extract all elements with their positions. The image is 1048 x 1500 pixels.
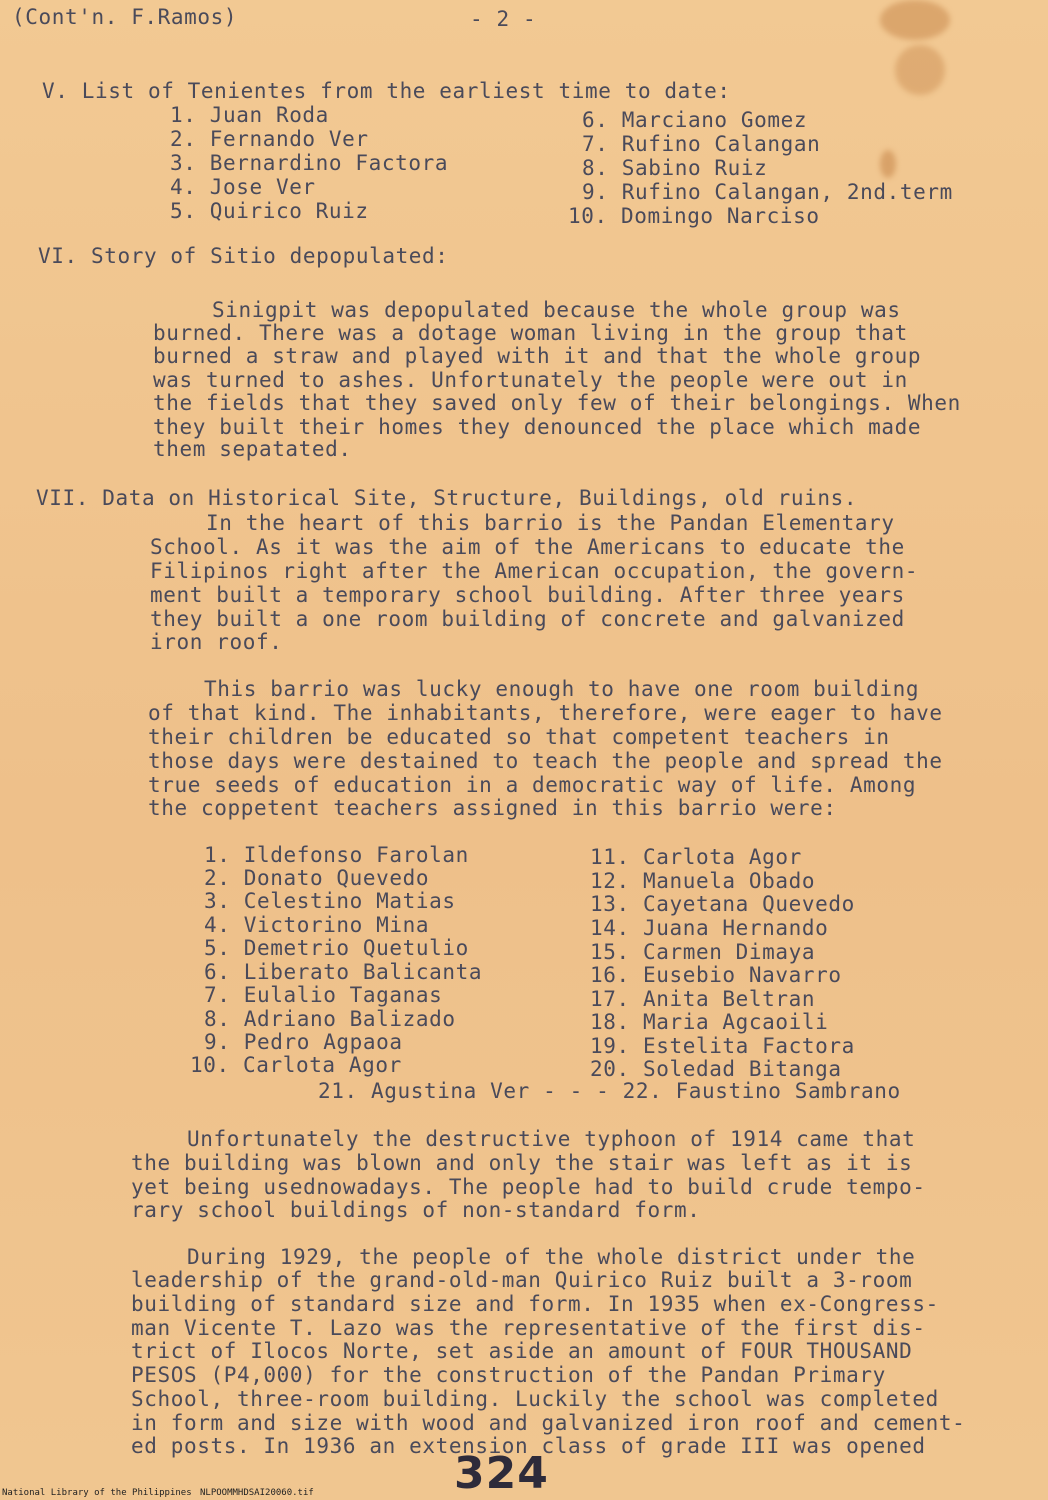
teniente-item: 6. Marciano Gomez <box>582 108 808 132</box>
paper-stain <box>880 0 950 40</box>
teacher-item: 12. Manuela Obado <box>590 869 816 893</box>
story-line: burned. There was a dotage woman living in the group that <box>153 321 908 345</box>
page-stamp-number: 324 <box>454 1448 549 1499</box>
paragraph-line: their children be educated so that competent teachers in <box>148 725 890 749</box>
paragraph-line: This barrio was lucky enough to have one room building <box>204 677 920 701</box>
teacher-item: 6. Liberato Balicanta <box>204 960 483 984</box>
paragraph-line: true seeds of education in a democratic way of life. Among <box>148 773 917 797</box>
teniente-item: 2. Fernando Ver <box>170 127 369 151</box>
paragraph-line: Unfortunately the destructive typhoon of 1914 came that <box>187 1127 916 1151</box>
paragraph-line: Filipinos right after the American occupation, the govern- <box>150 559 919 583</box>
paragraph-line: the coppetent teachers assigned in this barrio were: <box>148 796 837 820</box>
paragraph-line: of that kind. The inhabitants, therefore, were eager to have <box>148 701 943 725</box>
paper-stain <box>895 45 945 95</box>
paragraph-line: the building was blown and only the stair was left as it is <box>131 1151 913 1175</box>
teacher-item: 18. Maria Agcaoili <box>590 1010 829 1034</box>
paragraph-line: man Vicente T. Lazo was the representative of the first dis- <box>131 1316 926 1340</box>
page-number: - 2 - <box>470 7 537 31</box>
paragraph-line: During 1929, the people of the whole district under the <box>187 1245 916 1269</box>
teacher-item: 14. Juana Hernando <box>590 916 829 940</box>
teacher-item: 11. Carlota Agor <box>590 845 802 869</box>
teacher-item: 9. Pedro Agpaoa <box>204 1030 403 1054</box>
teniente-item: 1. Juan Roda <box>170 103 329 127</box>
story-line: was turned to ashes. Unfortunately the people were out in <box>153 368 908 392</box>
section-v-heading: V. List of Tenientes from the earliest time to date: <box>42 79 731 103</box>
teniente-item: 9. Rufino Calangan, 2nd.term <box>582 180 953 204</box>
teacher-item: 4. Victorino Mina <box>204 913 430 937</box>
paragraph-line: In the heart of this barrio is the Pandan Elementary <box>206 511 895 535</box>
story-line: they built their homes they denounced the place which made <box>153 415 922 439</box>
teacher-item: 16. Eusebio Navarro <box>590 963 842 987</box>
teniente-item: 3. Bernardino Factora <box>170 151 449 175</box>
teacher-item: 13. Cayetana Quevedo <box>590 892 855 916</box>
teacher-item: 7. Eulalio Taganas <box>204 983 443 1007</box>
teacher-item: 1. Ildefonso Farolan <box>204 843 469 867</box>
teacher-item: 19. Estelita Factora <box>590 1034 855 1058</box>
teniente-item: 4. Jose Ver <box>170 175 316 199</box>
paragraph-line: they built a one room building of concrete and galvanized <box>150 607 905 631</box>
story-line: Sinigpit was depopulated because the whole group was <box>212 298 901 322</box>
paragraph-line: ed posts. In 1936 an extension class of grade III was opened <box>131 1434 926 1458</box>
paragraph-line: in form and size with wood and galvanized iron roof and cement- <box>131 1411 966 1435</box>
paragraph-line: building of standard size and form. In 1935 when ex-Congress- <box>131 1292 939 1316</box>
teacher-item: 10. Carlota Agor <box>190 1053 402 1077</box>
paragraph-line: ment built a temporary school building. After three years <box>150 583 905 607</box>
paragraph-line: trict of Ilocos Norte, set aside an amount of FOUR THOUSAND <box>131 1339 913 1363</box>
story-line: them sepatated. <box>153 437 352 461</box>
paragraph-line: iron roof. <box>150 630 283 654</box>
section-vii-heading: VII. Data on Historical Site, Structure, Buildings, old ruins. <box>36 486 858 510</box>
paragraph-line: PESOS (P4,000) for the construction of the Pandan Primary <box>131 1363 886 1387</box>
teacher-item: 2. Donato Quevedo <box>204 866 430 890</box>
teacher-item: 3. Celestino Matias <box>204 889 456 913</box>
teacher-item: 20. Soledad Bitanga <box>590 1057 842 1081</box>
footer-library: National Library of the Philippines <box>2 1488 192 1498</box>
paragraph-line: leadership of the grand-old-man Quirico Ruiz built a 3-room <box>131 1268 913 1292</box>
paragraph-line: rary school buildings of non-standard form. <box>131 1198 701 1222</box>
paragraph-line: School. As it was the aim of the Americans to educate the <box>150 535 905 559</box>
teniente-item: 7. Rufino Calangan <box>582 132 821 156</box>
teacher-item: 5. Demetrio Quetulio <box>204 936 469 960</box>
teacher-item: 15. Carmen Dimaya <box>590 940 816 964</box>
header-continuation: (Cont'n. F.Ramos) <box>12 5 238 29</box>
story-line: burned a straw and played with it and that the whole group <box>153 344 922 368</box>
story-line: the fields that they saved only few of their belongings. When <box>153 391 961 415</box>
teacher-item: 8. Adriano Balizado <box>204 1007 456 1031</box>
paragraph-line: those days were destained to teach the people and spread the <box>148 749 943 773</box>
teacher-item: 17. Anita Beltran <box>590 987 816 1011</box>
paper-stain <box>880 150 896 178</box>
section-vi-heading: VI. Story of Sitio depopulated: <box>38 244 449 268</box>
paragraph-line: School, three-room building. Luckily the school was completed <box>131 1387 939 1411</box>
teniente-item: 8. Sabino Ruiz <box>582 156 768 180</box>
teniente-item: 5. Quirico Ruiz <box>170 199 369 223</box>
footer-filename: NLPOOMMHDSAI20060.tif <box>200 1488 314 1498</box>
teniente-item: 10. Domingo Narciso <box>568 204 820 228</box>
paragraph-line: yet being usednowadays. The people had to build crude tempo- <box>131 1175 926 1199</box>
teacher-item-last: 21. Agustina Ver - - - 22. Faustino Sambrano <box>318 1079 901 1103</box>
